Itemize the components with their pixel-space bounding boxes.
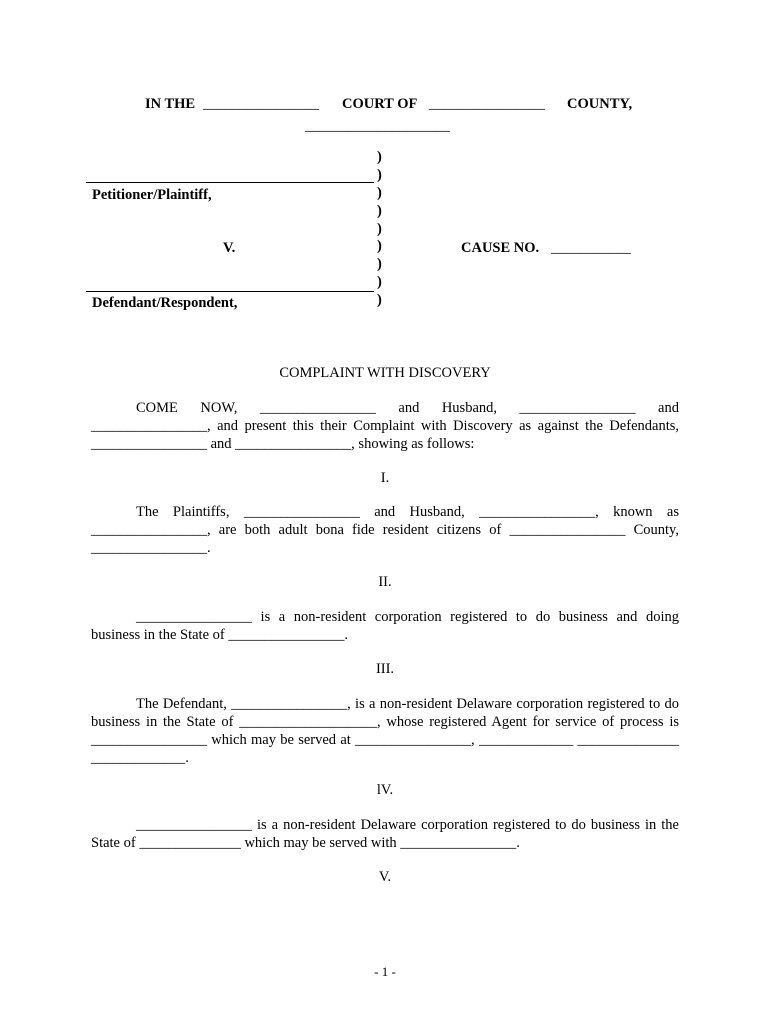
cause-no-blank: ___________: [551, 240, 631, 256]
defendant-name-line: [86, 291, 374, 292]
caption-paren-column: [377, 149, 389, 310]
section-text: ________________ is a non-resident Delaware corporation registered to do business in the State of ______________ which may be served with ________________.: [91, 817, 679, 851]
caption-paren: ): [377, 256, 382, 273]
caption-court-of: COURT OF: [342, 96, 418, 112]
section-numeral: V.: [378, 869, 392, 885]
caption-paren: ): [377, 220, 382, 237]
section-numeral: II.: [378, 574, 392, 590]
court-name-blank: ________________: [203, 96, 319, 112]
caption-paren: ): [377, 149, 382, 165]
caption-paren: ): [377, 184, 382, 201]
cause-no-label: CAUSE NO.: [461, 240, 540, 256]
petitioner-name-line: [86, 182, 374, 183]
caption-paren: ): [377, 238, 382, 255]
section-text: The Plaintiffs, ________________ and Husband, ________________, known as ________________, are both adult bona fide resident citizens of ________________ County, ________________.: [91, 504, 679, 556]
intro-paragraph: COME NOW, ________________ and Husband, ________________ and ________________, and present this their Complaint with Discovery as against the Defendants, ________________ and ________________, showing as follows:: [91, 400, 679, 452]
section-text: The Defendant, ________________, is a non-resident Delaware corporation registered to do business in the State of ___________________, whose registered Agent for service of process is ________________ which may be served at ________________, _____________ ______________ _____________.: [91, 696, 679, 766]
document-title: COMPLAINT WITH DISCOVERY: [279, 365, 491, 381]
caption-paren: ): [377, 274, 382, 291]
caption-paren: ): [377, 292, 382, 309]
section-numeral: III.: [375, 661, 395, 677]
section-numeral: lV.: [376, 782, 394, 798]
section-numeral: I.: [380, 470, 390, 486]
caption-paren: ): [377, 202, 382, 219]
section-text: ________________ is a non-resident corporation registered to do business and doing business in the State of ________________.: [91, 609, 679, 643]
versus-label: V.: [223, 240, 236, 256]
defendant-label: Defendant/Respondent,: [92, 295, 238, 311]
state-blank: ____________________: [305, 118, 450, 134]
county-name-blank: ________________: [429, 96, 545, 112]
caption-in-the: IN THE: [145, 96, 196, 112]
petitioner-label: Petitioner/Plaintiff,: [92, 187, 212, 203]
page-number: - 1 -: [374, 964, 396, 979]
caption-county: COUNTY,: [567, 96, 633, 112]
caption-paren: ): [377, 166, 382, 183]
